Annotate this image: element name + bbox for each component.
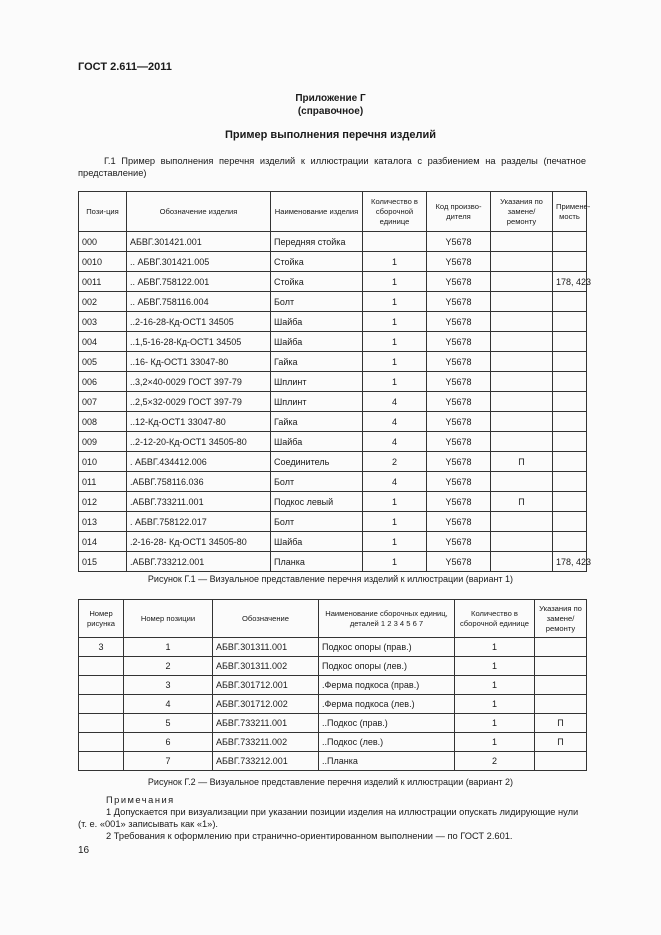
table-cell: АБВГ.733212.001 [213,752,319,771]
table-cell [491,372,553,392]
table-row [79,432,587,452]
column-header: Наименование изделия [271,192,363,232]
table-cell: .. АБВГ.758122.001 [127,272,271,292]
table-cell: 006 [79,372,127,392]
table-cell [553,332,587,352]
table-row [79,392,587,412]
table-row [79,352,587,372]
table-row [79,372,587,392]
table-cell: . АБВГ.758122.017 [127,512,271,532]
appendix-subtitle: (справочное) [297,106,364,117]
table-cell: ..Планка [319,752,455,771]
column-header: Указания по замене/ремонту [491,192,553,232]
table-cell: Передняя стойка [271,232,363,252]
table-cell [535,676,587,695]
table-cell: 4 [363,432,427,452]
table-cell: 1 [455,638,535,657]
column-header: Номер позиции [124,600,213,638]
table-cell: 004 [79,332,127,352]
table-row [79,676,587,695]
table-cell: .АБВГ.758116.036 [127,472,271,492]
table-cell: ..2-16-28-Кд-ОСТ1 34505 [127,312,271,332]
column-header: Номер рисунка [79,600,124,638]
table-cell: ..1,5-16-28-Кд-ОСТ1 34505 [127,332,271,352]
table-row [79,412,587,432]
table-cell [491,352,553,372]
table-cell [553,392,587,412]
table-cell [535,752,587,771]
table-cell [491,292,553,312]
table-row [79,292,587,312]
table-cell: 5 [124,714,213,733]
section-title: Пример выполнения перечня изделий [225,129,436,141]
table-cell: Болт [271,512,363,532]
notes-heading: Примечания [106,795,175,805]
table-row [79,638,587,657]
table-cell: 1 [455,676,535,695]
table-cell: 0010 [79,252,127,272]
table-cell: П [491,492,553,512]
table-cell: Y5678 [427,552,491,572]
column-header: Примене-мость [553,192,587,232]
table-row [79,552,587,572]
table-cell: Y5678 [427,252,491,272]
column-header: Пози-ция [79,192,127,232]
column-header: Указания по замене/ремонту [535,600,587,638]
table-cell: ..Подкос (прав.) [319,714,455,733]
table-cell: Подкос опоры (лев.) [319,657,455,676]
table-cell: ..16- Кд-ОСТ1 33047-80 [127,352,271,372]
table-cell [79,695,124,714]
column-header: Обозначение изделия [127,192,271,232]
table-cell: 2 [455,752,535,771]
table-cell: Y5678 [427,532,491,552]
table-cell: 002 [79,292,127,312]
table-cell [491,312,553,332]
table-cell: 1 [363,552,427,572]
table-cell [535,638,587,657]
table-cell: Стойка [271,272,363,292]
table-cell: 008 [79,412,127,432]
table-row [79,332,587,352]
column-header: Код произво-дителя [427,192,491,232]
table-cell: 0011 [79,272,127,292]
intro-paragraph: Г.1 Пример выполнения перечня изделий к иллюстрации каталога с разбиением на разделы (печатное представление) [78,156,586,178]
table-cell: Подкос опоры (прав.) [319,638,455,657]
table-cell [491,472,553,492]
table-cell: .. АБВГ.301421.005 [127,252,271,272]
table-cell: 015 [79,552,127,572]
table-row [79,657,587,676]
table-cell [491,552,553,572]
table-cell: Болт [271,472,363,492]
table-cell: 1 [363,352,427,372]
table-cell: 4 [363,472,427,492]
table-cell: АБВГ.301712.001 [213,676,319,695]
column-header: Количество в сборочной единице [363,192,427,232]
table-cell: 1 [363,312,427,332]
table-cell: 011 [79,472,127,492]
table-cell [553,532,587,552]
table-cell: Y5678 [427,392,491,412]
table-cell: 013 [79,512,127,532]
table-cell: Шплинт [271,372,363,392]
table-cell [535,695,587,714]
table-cell [553,512,587,532]
table-cell: ..Подкос (лев.) [319,733,455,752]
table-row [79,733,587,752]
table-row [79,452,587,472]
table-cell: Гайка [271,412,363,432]
table-cell: Шайба [271,432,363,452]
table-cell: Шайба [271,332,363,352]
document-code: ГОСТ 2.611—2011 [78,61,172,73]
table-cell [553,232,587,252]
column-header: Обозначение [213,600,319,638]
table-cell: Y5678 [427,232,491,252]
table-cell: 000 [79,232,127,252]
table-cell: Y5678 [427,452,491,472]
table-cell: 003 [79,312,127,332]
table-cell [491,252,553,272]
table-cell [553,252,587,272]
table-row [79,752,587,771]
table-cell: 4 [363,412,427,432]
page-number: 16 [78,845,90,856]
table-cell: Y5678 [427,332,491,352]
table-cell: 1 [455,657,535,676]
table-row [79,252,587,272]
table-cell [553,412,587,432]
table-cell: 178, 423 [553,272,587,292]
table-cell [79,676,124,695]
note-1: 1 Допускается при визуализации при указании позиции изделия на иллюстрации опускать лидирующие нули (т. е. «001» записывать как «1»). [78,807,579,829]
table-cell: 7 [124,752,213,771]
figure-caption-2: Рисунок Г.2 — Визуальное представление перечня изделий к иллюстрации (вариант 2) [147,777,514,787]
table-cell: 6 [124,733,213,752]
table-cell: П [535,714,587,733]
table-cell: 178, 423 [553,552,587,572]
table-cell: Болт [271,292,363,312]
appendix-title: Приложение Г [295,93,366,104]
table-cell: Y5678 [427,432,491,452]
table-cell [491,412,553,432]
note-2: 2 Требования к оформлению при странично-ориентированном выполнении — по ГОСТ 2.601. [106,831,513,841]
table-cell: Гайка [271,352,363,372]
table-cell: П [535,733,587,752]
table-cell: АБВГ.301311.001 [213,638,319,657]
table-cell: Подкос левый [271,492,363,512]
table-cell: 1 [363,532,427,552]
table-cell: ..2,5×32-0029 ГОСТ 397-79 [127,392,271,412]
table-header-row [79,192,587,232]
table-cell [79,657,124,676]
table-cell: Планка [271,552,363,572]
table-cell: 1 [363,332,427,352]
table-cell [491,512,553,532]
column-header: Наименование сборочных единиц, деталей 1 2 3 4 5 6 7 [319,600,455,638]
table-cell: 1 [363,512,427,532]
table-cell: Стойка [271,252,363,272]
table-row [79,472,587,492]
table-cell: Y5678 [427,412,491,432]
table-cell [553,372,587,392]
table-cell: 1 [455,695,535,714]
table-cell: 3 [124,676,213,695]
table-cell: .АБВГ.733212.001 [127,552,271,572]
table-cell: 2 [363,452,427,472]
table-cell: 3 [79,638,124,657]
table-cell: 1 [363,372,427,392]
table-cell [491,272,553,292]
table-cell: Шплинт [271,392,363,412]
table-row [79,695,587,714]
table-cell [491,532,553,552]
table-cell: .. АБВГ.758116.004 [127,292,271,312]
table-row [79,532,587,552]
table-cell: 4 [124,695,213,714]
table-cell: .2-16-28- Кд-ОСТ1 34505-80 [127,532,271,552]
table-cell: 009 [79,432,127,452]
table-cell [491,332,553,352]
table-cell: ..2-12-20-Кд-ОСТ1 34505-80 [127,432,271,452]
table-row [79,272,587,292]
table-cell: 1 [363,252,427,272]
table-cell: .АБВГ.733211.001 [127,492,271,512]
table-cell: АБВГ.733211.002 [213,733,319,752]
table-cell: 007 [79,392,127,412]
table-cell [553,312,587,332]
table-cell: Y5678 [427,272,491,292]
table-row [79,312,587,332]
table-cell [535,657,587,676]
table-cell: Y5678 [427,292,491,312]
table-cell [79,714,124,733]
table-cell [553,472,587,492]
table-cell [363,232,427,252]
parts-list-table-variant-1 [78,191,592,572]
table-cell: ..12-Кд-ОСТ1 33047-80 [127,412,271,432]
table-cell: 014 [79,532,127,552]
table-cell [553,292,587,312]
table-cell: Y5678 [427,492,491,512]
parts-list-table-variant-2 [78,599,587,771]
table-cell: 1 [124,638,213,657]
table-cell: Y5678 [427,372,491,392]
table-cell: Y5678 [427,312,491,332]
table-cell: 1 [363,292,427,312]
table-cell: 012 [79,492,127,512]
table-cell [491,232,553,252]
figure-caption-1: Рисунок Г.1 — Визуальное представление перечня изделий к иллюстрации (вариант 1) [147,574,514,584]
table-row [79,232,587,252]
table-cell: Шайба [271,312,363,332]
table-cell [79,752,124,771]
table-row [79,492,587,512]
table-cell: .Ферма подкоса (лев.) [319,695,455,714]
table-cell: 005 [79,352,127,372]
table-row [79,512,587,532]
table-cell: 010 [79,452,127,472]
table-cell: .Ферма подкоса (прав.) [319,676,455,695]
table-cell: Y5678 [427,352,491,372]
table-header-row [79,600,587,638]
table-cell [491,432,553,452]
table-cell [491,392,553,412]
table-cell: Y5678 [427,512,491,532]
table-cell: 1 [363,492,427,512]
table-cell [553,452,587,472]
table-cell: Соединитель [271,452,363,472]
table-cell: 2 [124,657,213,676]
table-cell: АБВГ.301712.002 [213,695,319,714]
table-cell [553,432,587,452]
table-cell: АБВГ.301421.001 [127,232,271,252]
table-cell [553,352,587,372]
table-row [79,714,587,733]
table-cell: 1 [455,714,535,733]
table-cell [553,492,587,512]
table-cell: . АБВГ.434412.006 [127,452,271,472]
table-cell: 1 [363,272,427,292]
column-header: Количество в сборочной единице [455,600,535,638]
table-cell: АБВГ.301311.002 [213,657,319,676]
table-cell [79,733,124,752]
table-cell: Шайба [271,532,363,552]
table-cell: Y5678 [427,472,491,492]
table-cell: П [491,452,553,472]
table-cell: АБВГ.733211.001 [213,714,319,733]
table-cell: ..3,2×40-0029 ГОСТ 397-79 [127,372,271,392]
table-cell: 4 [363,392,427,412]
table-cell: 1 [455,733,535,752]
